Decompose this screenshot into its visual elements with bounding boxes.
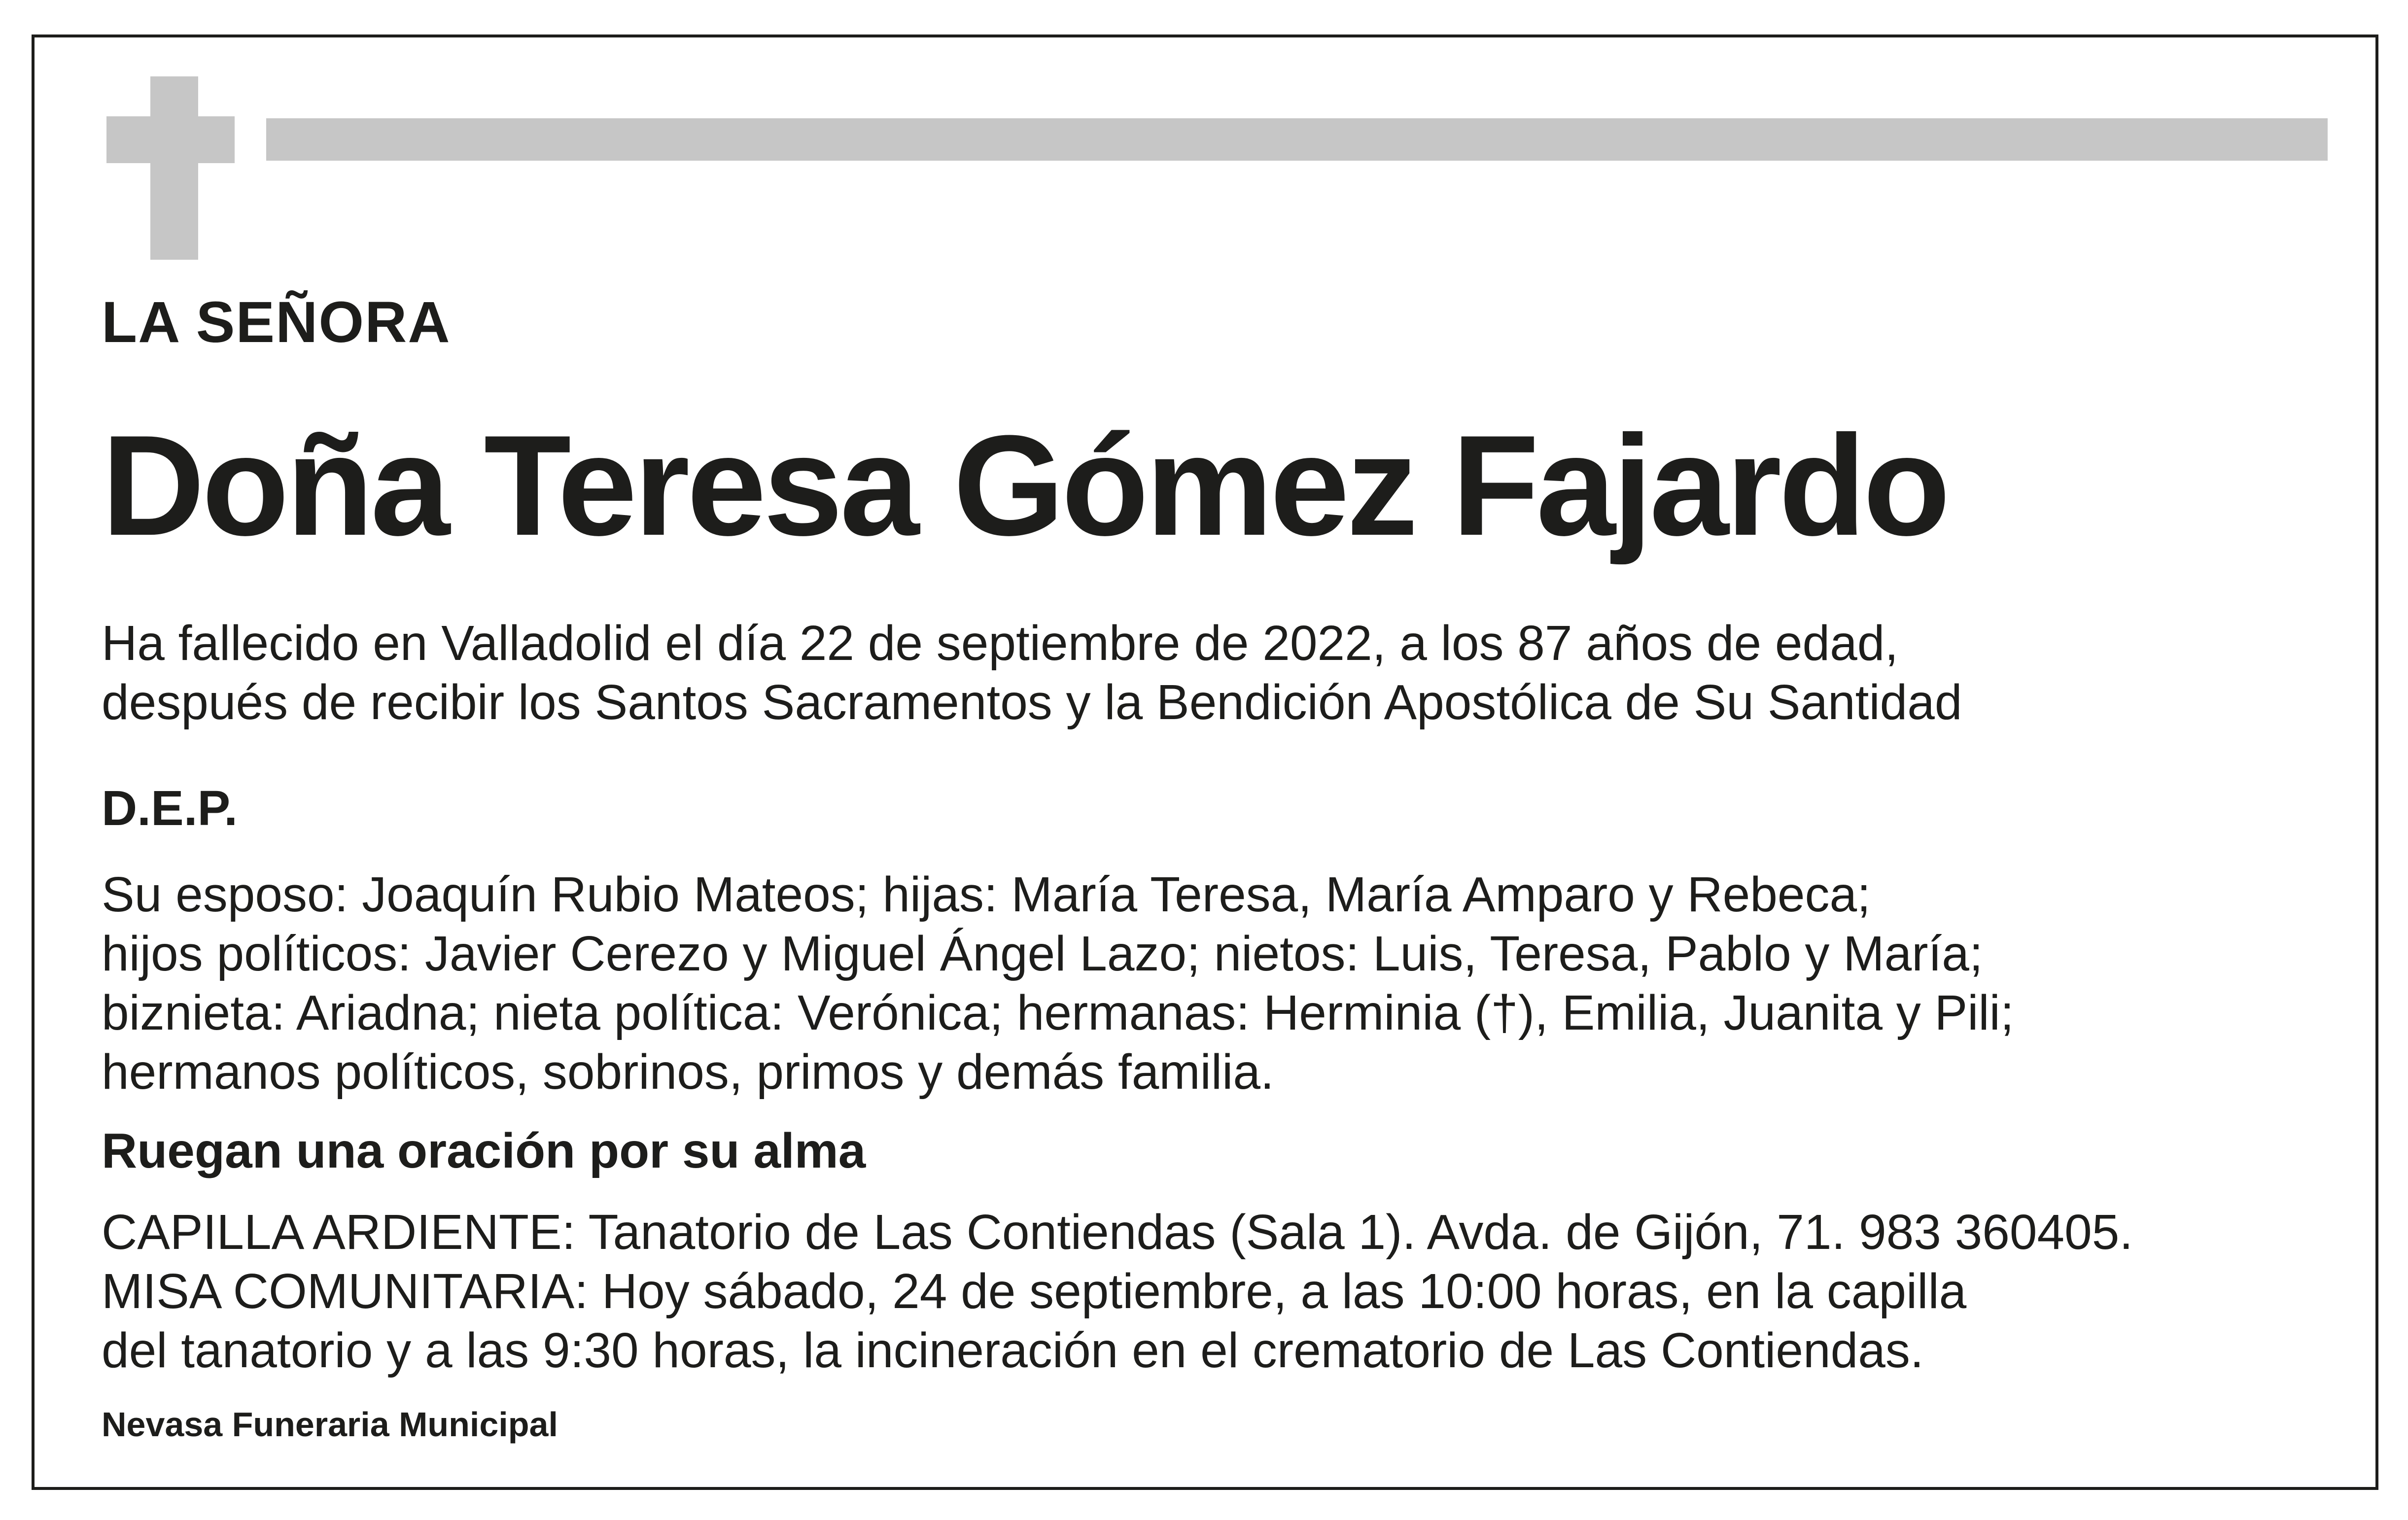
- service-line: MISA COMUNITARIA: Hoy sábado, 24 de septiembre, a las 10:00 horas, en la capilla: [102, 1264, 1967, 1319]
- family-line: Su esposo: Joaquín Rubio Mateos; hijas: María Teresa, María Amparo y Rebeca;: [102, 867, 1871, 922]
- funeral-home-name: Nevasa Funeraria Municipal: [102, 1405, 558, 1444]
- cross-horizontal-bar: [106, 116, 235, 163]
- family-line: hijos políticos: Javier Cerezo y Miguel Ángel Lazo; nietos: Luis, Teresa, Pablo y María;: [102, 926, 1983, 981]
- announcement-line: Ha fallecido en Valladolid el día 22 de septiembre de 2022, a los 87 años de edad,: [102, 616, 1899, 671]
- service-line: CAPILLA ARDIENTE: Tanatorio de Las Contiendas (Sala 1). Avda. de Gijón, 71. 983 360405.: [102, 1205, 2133, 1260]
- family-line: biznieta: Ariadna; nieta política: Verónica; hermanas: Herminia (†), Emilia, Juanita y Pili;: [102, 985, 2014, 1040]
- prayer-request: Ruegan una oración por su alma: [102, 1123, 866, 1178]
- title-prefix: LA SEÑORA: [102, 290, 451, 355]
- family-line: hermanos políticos, sobrinos, primos y demás familia.: [102, 1044, 1274, 1100]
- rip-abbreviation: D.E.P.: [102, 781, 238, 836]
- deceased-name: Doña Teresa Gómez Fajardo: [102, 406, 1948, 565]
- cross-vertical-bar: [150, 76, 198, 260]
- header-rule: [266, 118, 2328, 161]
- service-line: del tanatorio y a las 9:30 horas, la incineración en el crematorio de Las Contiendas.: [102, 1323, 1924, 1378]
- announcement-line: después de recibir los Santos Sacramentos y la Bendición Apostólica de Su Santidad: [102, 675, 1962, 730]
